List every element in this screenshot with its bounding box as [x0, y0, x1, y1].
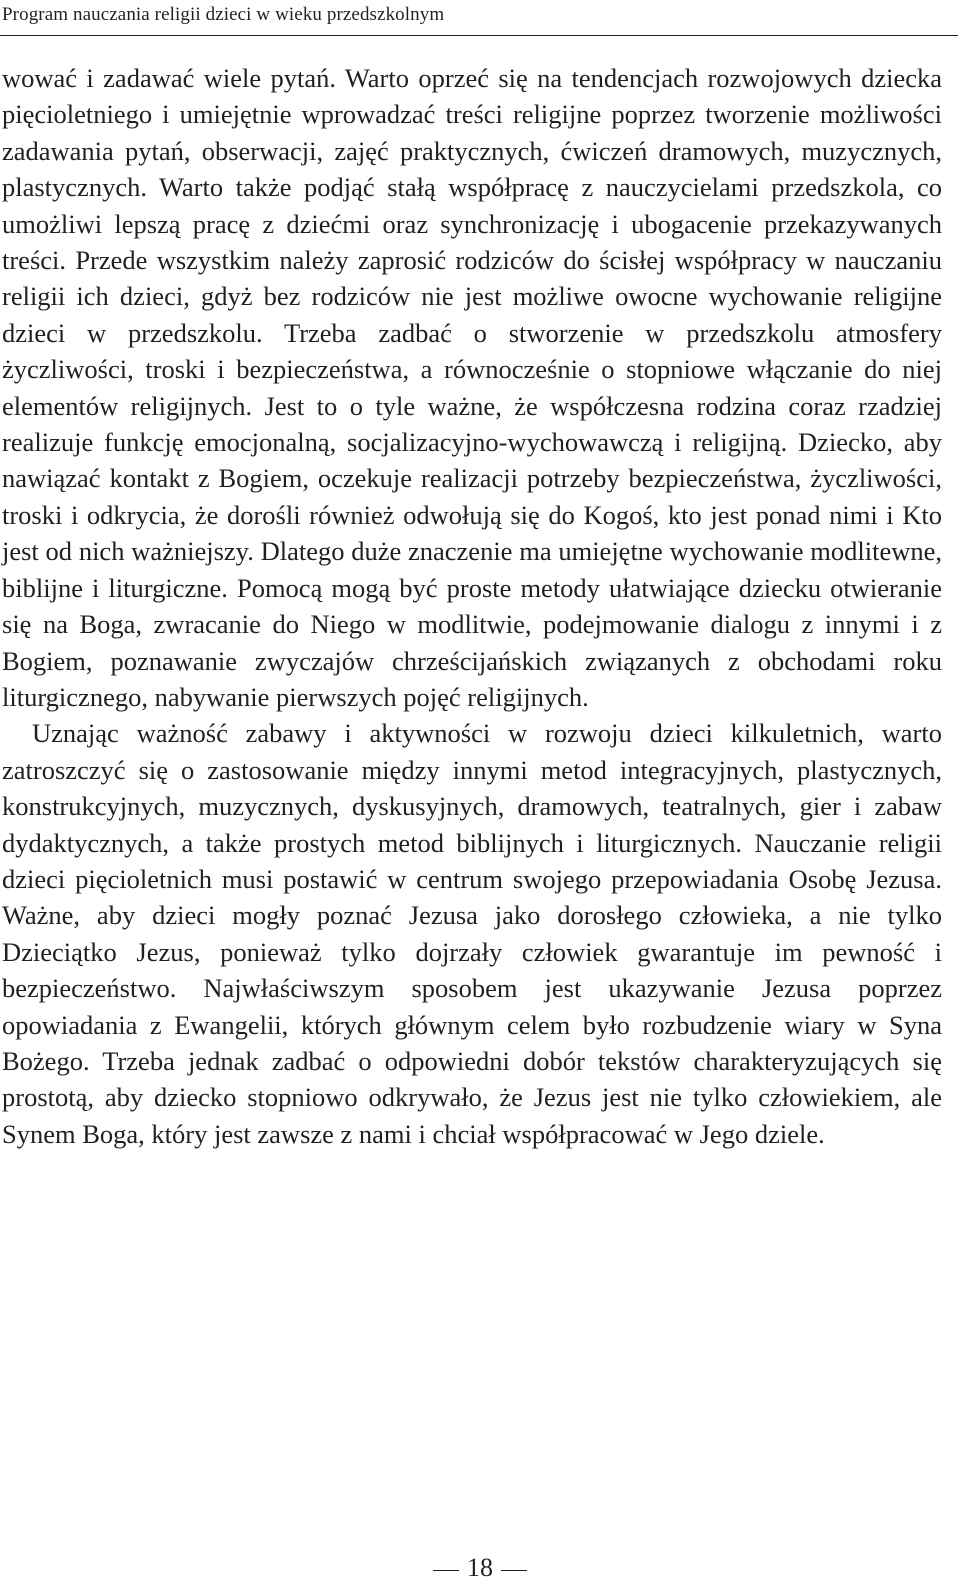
folio-dash-right [501, 1570, 527, 1571]
page-number: 18 [467, 1553, 493, 1582]
paragraph-continuation: wować i zadawać wiele pytań. Warto oprzeć się na tendencjach rozwojowych dziecka pięcioletniego i umiejętnie wprowadzać treści religijne poprzez tworzenie możliwości zadawania pytań, obserwacji, zajęć praktycznych, ćwiczeń dramowych, muzycznych, plastycznych. Warto także podjąć stałą współpracę z nauczycielami przedszkola, co umożliwi lepszą pracę z dziećmi oraz synchronizację i ubogacenie przekazywanych treści. Przede wszystkim należy zaprosić rodziców do ścisłej współpracy w nauczaniu religii ich dzieci, gdyż bez rodziców nie jest możliwe owocne wychowanie religijne dzieci w przedszkolu. Trzeba zadbać o stworzenie w przedszkolu atmosfery życzliwości, troski i bezpieczeństwa, a równocześnie o stopniowe włączanie do niej elementów religijnych. Jest to o tyle ważne, że współczesna rodzina coraz rzadziej realizuje funkcję emocjonalną, socjalizacyjno-wychowawczą i religijną. Dziecko, aby nawiązać kontakt z Bogiem, oczekuje realizacji potrzeby bezpieczeństwa, życzliwości, troski i odkrycia, że dorośli również odwołują się do Kogoś, kto jest ponad nimi i Kto jest od nich ważniejszy. Dlatego duże znaczenie ma umiejętne wychowanie modlitewne, biblijne i liturgiczne. Pomocą mogą być proste metody ułatwiające dziecku otwieranie się na Boga, zwracanie do Niego w modlitwie, podejmowanie dialogu z innymi i z Bogiem, poznawanie zwyczajów chrześcijańskich związanych z obchodami roku liturgicznego, nabywanie pierwszych pojęć religijnych. [2, 63, 942, 712]
body-text [2, 60, 942, 1152]
paragraph: Uznając ważność zabawy i aktywności w rozwoju dzieci kilkuletnich, warto zatroszczyć się o zastosowanie między innymi metod integracyjnych, plastycznych, konstrukcyjnych, muzycznych, dyskusyjnych, dramowych, teatralnych, gier i zabaw dydaktycznych, a także prostych metod biblijnych i liturgicznych. Nauczanie religii dzieci pięcioletnich musi postawić w centrum swojego przepowiadania Osobę Jezusa. Ważne, aby dzieci mogły poznać Jezusa jako dorosłego człowieka, a nie tylko Dzieciątko Jezus, ponieważ tylko dojrzały człowiek gwarantuje im pewność i bezpieczeństwo. Najwłaściwszym sposobem jest ukazywanie Jezusa poprzez opowiadania z Ewangelii, których głównym celem było rozbudzenie wiary w Syna Bożego. Trzeba jednak zadbać o odpowiedni dobór tekstów charakteryzujących się prostotą, aby dziecko stopniowo odkrywało, że Jezus jest nie tylko człowiekiem, ale Synem Boga, który jest zawsze z nami i chciał współpracować w Jego dziele. [2, 718, 942, 1149]
folio-dash-left [433, 1570, 459, 1571]
running-head: Program nauczania religii dzieci w wieku przedszkolnym [2, 4, 445, 25]
header-rule [0, 35, 958, 36]
page-footer [0, 1551, 960, 1585]
